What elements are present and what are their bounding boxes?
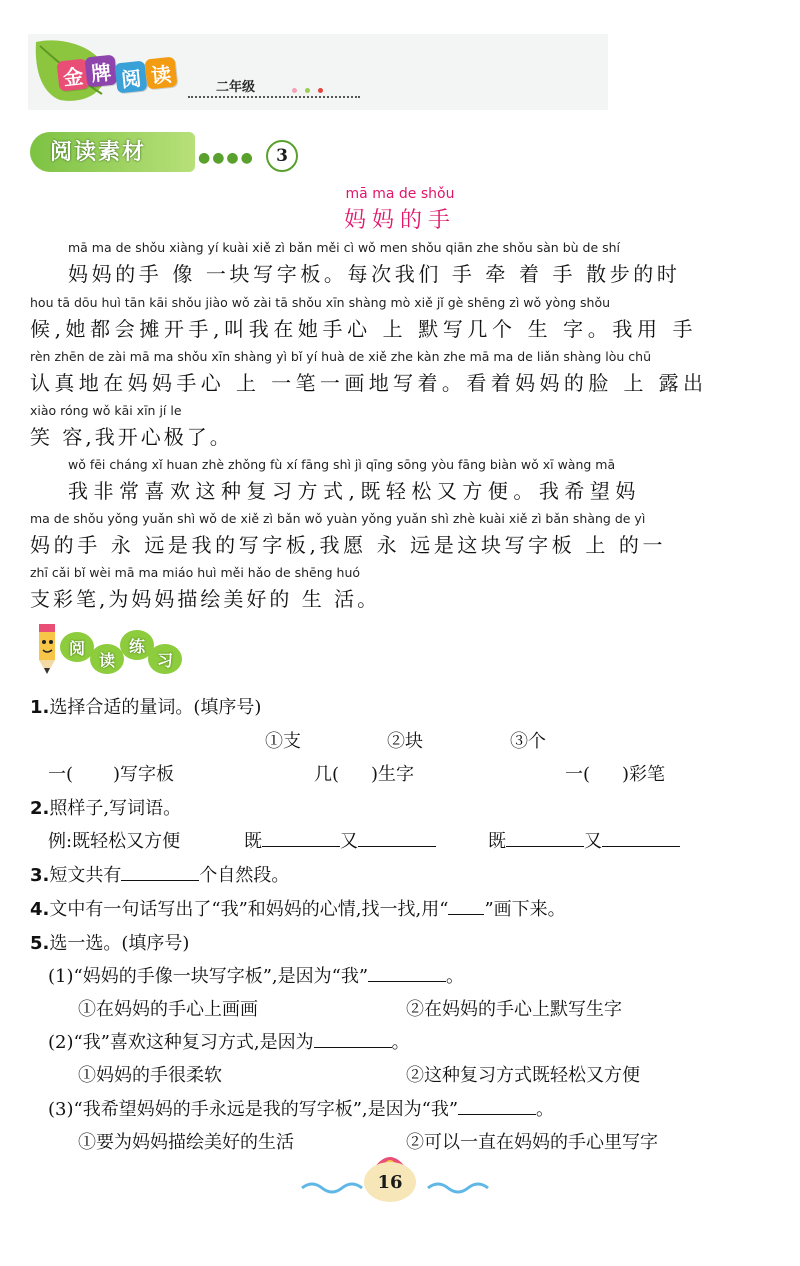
sub-stem-text: 。 <box>446 966 465 987</box>
answer-blank[interactable] <box>506 845 584 847</box>
item-suffix: )写字板 <box>113 764 175 785</box>
question-text: 选一选。(填序号) <box>49 933 190 954</box>
page-footer <box>300 1150 490 1210</box>
section-title: 阅读素材 <box>50 140 147 165</box>
question-text: 短文共有 <box>49 865 122 886</box>
text-line: 笑 容,我开心极了。 <box>30 425 233 449</box>
q1-item <box>565 760 665 786</box>
passage-title: 妈妈的手 <box>343 208 456 233</box>
sub-stem-text: 。 <box>391 1032 410 1053</box>
item-prefix: 几( <box>314 764 340 785</box>
sub-stem-text: (2)“我”喜欢这种复习方式,是因为 <box>48 1032 314 1053</box>
q2-example: 例:既轻松又方便 <box>48 831 181 852</box>
page-number: 16 <box>364 1162 416 1202</box>
question-1 <box>30 693 261 719</box>
you-label: 又 <box>340 831 358 852</box>
badge-char: 读 <box>90 644 124 674</box>
text-line: 支彩笔,为妈妈描绘美好的 生 活。 <box>30 587 381 611</box>
q1-option: ③个 <box>510 731 546 752</box>
pinyin-line: rèn zhēn de zài mā ma shǒu xīn shàng yì bǐ yí huà de xiě zhe kàn zhe mā ma de liǎn shàng lòu chū <box>30 349 652 364</box>
item-prefix: 一( <box>48 764 74 785</box>
text-line: 妈妈的手 像 一块写字板。每次我们 手 牵 着 手 散步的时 <box>68 262 681 286</box>
badge-char: 习 <box>148 644 182 674</box>
q1-option: ②块 <box>387 731 423 752</box>
title-pinyin: mā ma de shǒu <box>345 186 455 202</box>
text-line: 候,她都会摊开手,叫我在她手心 上 默写几个 生 字。我用 手 <box>30 317 698 341</box>
q5-option: ①妈妈的手很柔软 <box>78 1065 222 1086</box>
q5-option: ②可以一直在妈妈的手心里写字 <box>406 1132 658 1153</box>
section-dots: ●●●● <box>198 150 255 166</box>
text-line: 认真地在妈妈手心 上 一笔一画地写着。看着妈妈的脸 上 露出 <box>30 371 708 395</box>
q5-option: ②在妈妈的手心上默写生字 <box>406 999 622 1020</box>
brand-char: 读 <box>145 57 178 90</box>
grade-label: 二年级 <box>216 80 256 95</box>
underline-sample <box>448 913 484 915</box>
pinyin-line: xiào róng wǒ kāi xīn jí le <box>30 403 182 418</box>
brand-char: 阅 <box>115 61 148 94</box>
brand-char: 金 <box>57 59 90 92</box>
header-divider <box>188 96 360 98</box>
item-suffix: )生字 <box>371 764 415 785</box>
answer-blank[interactable] <box>358 845 436 847</box>
question-5 <box>30 929 189 955</box>
ji-label: 既 <box>488 831 506 852</box>
q1-item <box>48 760 174 786</box>
item-suffix: )彩笔 <box>622 764 666 785</box>
question-number: 4. <box>30 899 50 920</box>
question-number: 3. <box>30 865 50 886</box>
exercise-badge <box>30 618 180 678</box>
badge-char: 练 <box>120 630 154 660</box>
pinyin-line: mā ma de shǒu xiàng yí kuài xiě zì bǎn měi cì wǒ men shǒu qiān zhe shǒu sàn bù de shí <box>68 240 621 255</box>
question-number: 2. <box>30 798 50 819</box>
question-text: 照样子,写词语。 <box>49 798 182 819</box>
text-line: 我非常喜欢这种复习方式,既轻松又方便。我希望妈 <box>68 479 641 503</box>
q5-option: ①要为妈妈描绘美好的生活 <box>78 1132 294 1153</box>
pencil-mascot-icon <box>32 620 62 676</box>
item-prefix: 一( <box>565 764 591 785</box>
question-number: 5. <box>30 933 50 954</box>
ji-label: 既 <box>244 831 262 852</box>
badge-char: 阅 <box>60 632 94 662</box>
q5-sub-stem <box>48 1028 410 1054</box>
question-text: 选择合适的量词。(填序号) <box>49 697 262 718</box>
answer-blank[interactable] <box>262 845 340 847</box>
question-text: 文中有一句话写出了“我”和妈妈的心情,找一找,用“ <box>49 899 449 920</box>
answer-blank[interactable] <box>368 980 446 982</box>
q1-item <box>314 760 414 786</box>
sub-stem-text: (3)“我希望妈妈的手永远是我的写字板”,是因为“我” <box>48 1099 459 1120</box>
question-number: 1. <box>30 697 50 718</box>
pinyin-line: hou tā dōu huì tān kāi shǒu jiào wǒ zài tā shǒu xīn shàng mò xiě jǐ gè shēng zì wǒ yòng shǒu <box>30 295 611 310</box>
section-label <box>30 122 288 182</box>
pinyin-line: wǒ fēi cháng xǐ huan zhè zhǒng fù xí fāng shì jì qīng sōng yòu fāng biàn wǒ xī wàng mā <box>68 457 616 472</box>
decor-dots <box>292 78 331 97</box>
you-label: 又 <box>584 831 602 852</box>
pinyin-line: ma de shǒu yǒng yuǎn shì wǒ de xiě zì bǎn wǒ yuàn yǒng yuǎn shì zhè kuài xiě zì bǎn shàng de yì <box>30 511 646 526</box>
brand-char: 牌 <box>85 55 118 88</box>
answer-blank[interactable] <box>458 1113 536 1115</box>
answer-blank[interactable] <box>314 1046 392 1048</box>
q5-sub-stem <box>48 1095 554 1121</box>
sub-stem-text: 。 <box>536 1099 555 1120</box>
question-3 <box>30 861 289 887</box>
q2-blank-group <box>244 827 436 853</box>
pinyin-line: zhī cǎi bǐ wèi mā ma miáo huì měi hǎo de shēng huó <box>30 565 361 580</box>
section-number: 3 <box>266 140 298 172</box>
text-line: 妈的手 永 远是我的写字板,我愿 永 远是这块写字板 上 的一 <box>30 533 667 557</box>
q1-option: ①支 <box>265 731 301 752</box>
answer-blank[interactable] <box>121 879 199 881</box>
q5-sub-stem <box>48 962 464 988</box>
q5-option: ①在妈妈的手心上画画 <box>78 999 258 1020</box>
answer-blank[interactable] <box>602 845 680 847</box>
question-text: 个自然段。 <box>199 865 290 886</box>
q2-blank-group <box>488 827 680 853</box>
sub-stem-text: (1)“妈妈的手像一块写字板”,是因为“我” <box>48 966 369 987</box>
question-2 <box>30 794 181 820</box>
question-text: ”画下来。 <box>484 899 566 920</box>
q5-option: ②这种复习方式既轻松又方便 <box>406 1065 640 1086</box>
question-4 <box>30 895 566 921</box>
